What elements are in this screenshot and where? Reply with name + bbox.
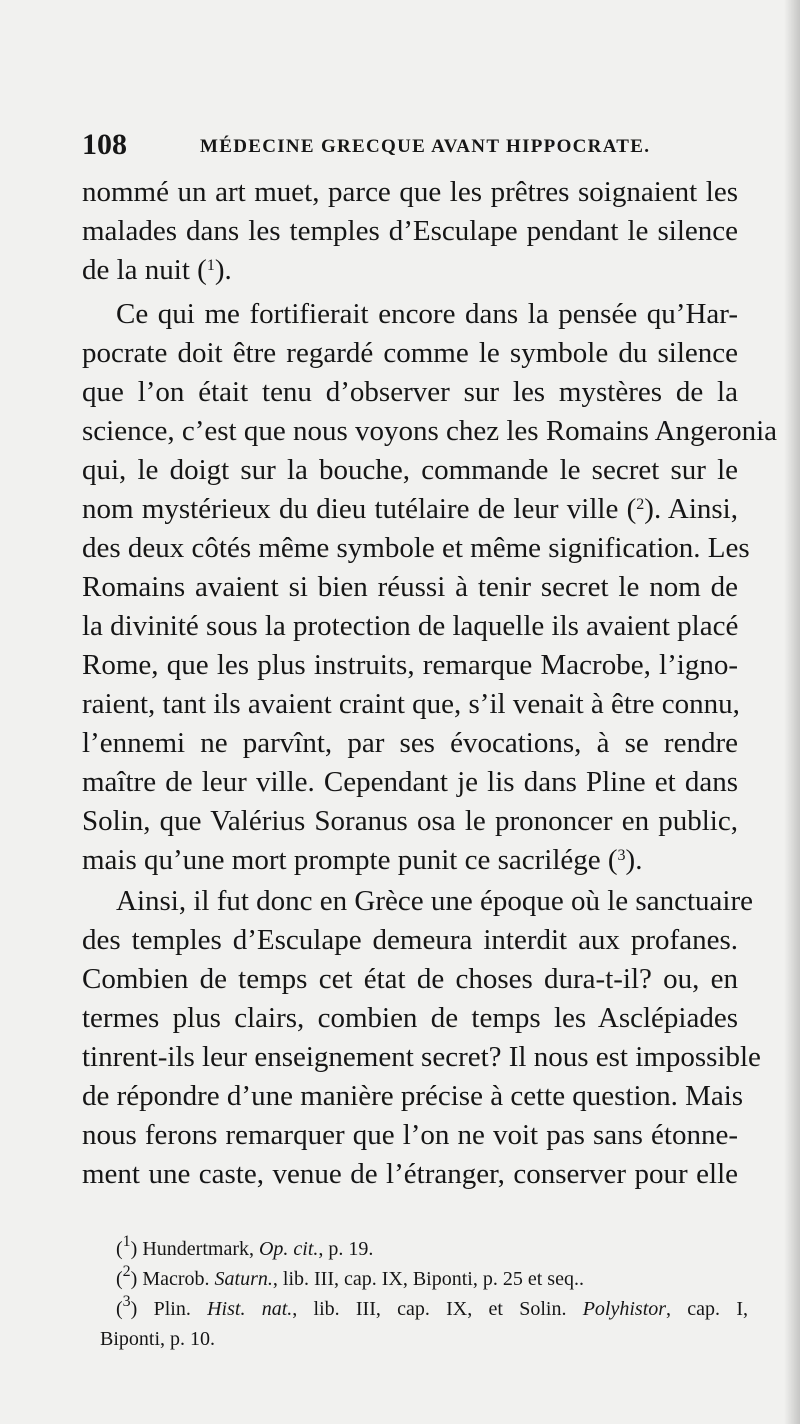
- text-line: malades dans les temples d’Esculape pendant le silence: [82, 215, 738, 247]
- text-line: Romains avaient si bien réussi à tenir secret le nom de: [82, 571, 738, 603]
- footnote-text: , lib. III, cap. IX, et Solin.: [292, 1298, 583, 1320]
- footnote-text: Plin.: [137, 1298, 208, 1320]
- text-line: nommé un art muet, parce que les prêtres soignaient les: [82, 176, 738, 208]
- text-line: termes plus clairs, combien de temps les Asclépiades: [82, 1002, 738, 1034]
- text-line: tinrent-ils leur enseignement secret? Il nous est impossible: [82, 1041, 761, 1073]
- footnote-source: Hist. nat.: [207, 1298, 293, 1320]
- text-line: des deux côtés même symbole et même signification. Les: [82, 532, 750, 564]
- text-line-content: de la nuit (: [82, 254, 207, 286]
- footnote-mark: 3: [122, 1293, 131, 1310]
- footnote-ref: 1: [206, 257, 215, 274]
- text-line: nous ferons remarquer que l’on ne voit pas sans étonne-: [82, 1119, 738, 1151]
- footnote-text: Macrob.: [137, 1268, 215, 1290]
- text-line-tail: ). Ainsi,: [644, 493, 738, 525]
- text-line: [82, 840, 738, 880]
- footnote-text: Hundertmark,: [137, 1238, 259, 1260]
- text-line: Ainsi, il fut donc en Grèce une époque où le sanctuaire: [116, 885, 753, 917]
- text-line: qui, le doigt sur la bouche, commande le secret sur le: [82, 454, 738, 486]
- text-line: Ce qui me fortifierait encore dans la pensée qu’Har-: [116, 298, 738, 330]
- footnote-source: Saturn.: [214, 1268, 273, 1290]
- footnote-mark: 1: [122, 1233, 131, 1250]
- footnote-mark: 2: [122, 1263, 131, 1280]
- text-line: ment une caste, venue de l’étranger, conserver pour elle: [82, 1158, 738, 1190]
- text-line: [82, 250, 738, 290]
- text-line: l’ennemi ne parvînt, par ses évocations, à se rendre: [82, 727, 738, 759]
- page-number: 108: [82, 128, 127, 161]
- text-line-content: mais qu’une mort prompte punit ce sacrilége (: [82, 844, 618, 876]
- text-line: Combien de temps cet état de choses dura-t-il? ou, en: [82, 963, 738, 995]
- footnote-ref: 2: [636, 496, 645, 513]
- footnote: ($^2$) Macrob. Saturn., lib. III, cap. IX, Biponti, p. 25 et seq..: [116, 1263, 584, 1290]
- text-line: [82, 489, 738, 529]
- text-line: science, c’est que nous voyons chez les Romains Angeronia: [82, 415, 778, 447]
- running-head: MÉDECINE GRECQUE AVANT HIPPOCRATE.: [200, 136, 651, 157]
- text-line: Rome, que les plus instruits, remarque Macrobe, l’igno-: [82, 649, 738, 681]
- text-line: Solin, que Valérius Soranus osa le prononcer en public,: [82, 805, 738, 837]
- text-line-tail: ).: [214, 254, 232, 286]
- footnote-text: , lib. III, cap. IX, Biponti, p. 25 et seq..: [272, 1268, 584, 1290]
- text-line: que l’on était tenu d’observer sur les mystères de la: [82, 376, 738, 408]
- text-line-tail: ).: [625, 844, 643, 876]
- text-line: maître de leur ville. Cependant je lis dans Pline et dans: [82, 766, 738, 798]
- footnote: ($^3$) Plin. Hist. nat., lib. III, cap. IX, et Solin. Polyhistor, cap. I,: [116, 1293, 748, 1320]
- text-line: la divinité sous la protection de laquelle ils avaient placé: [82, 610, 739, 642]
- text-line-content: nom mystérieux du dieu tutélaire de leur ville (: [82, 493, 637, 525]
- footnote-continuation: Biponti, p. 10.: [100, 1328, 216, 1350]
- text-line: raient, tant ils avaient craint que, s’il venait à être connu,: [82, 688, 740, 720]
- page-header: [82, 128, 742, 164]
- page-edge-shadow: [784, 0, 800, 1424]
- footnote-text: , p. 19.: [318, 1238, 374, 1260]
- footnote: ($^1$) Hundertmark, Op. cit., p. 19.: [116, 1233, 374, 1260]
- footnote-text: , cap. I,: [666, 1298, 748, 1320]
- footnote-ref: 3: [617, 847, 626, 864]
- footnote-source: Polyhistor: [582, 1298, 667, 1320]
- footnote-source: Op. cit.: [258, 1238, 319, 1260]
- text-line: des temples d’Esculape demeura interdit aux profanes.: [82, 924, 738, 956]
- text-line: pocrate doit être regardé comme le symbole du silence: [82, 337, 738, 369]
- text-line: de répondre d’une manière précise à cette question. Mais: [82, 1080, 744, 1112]
